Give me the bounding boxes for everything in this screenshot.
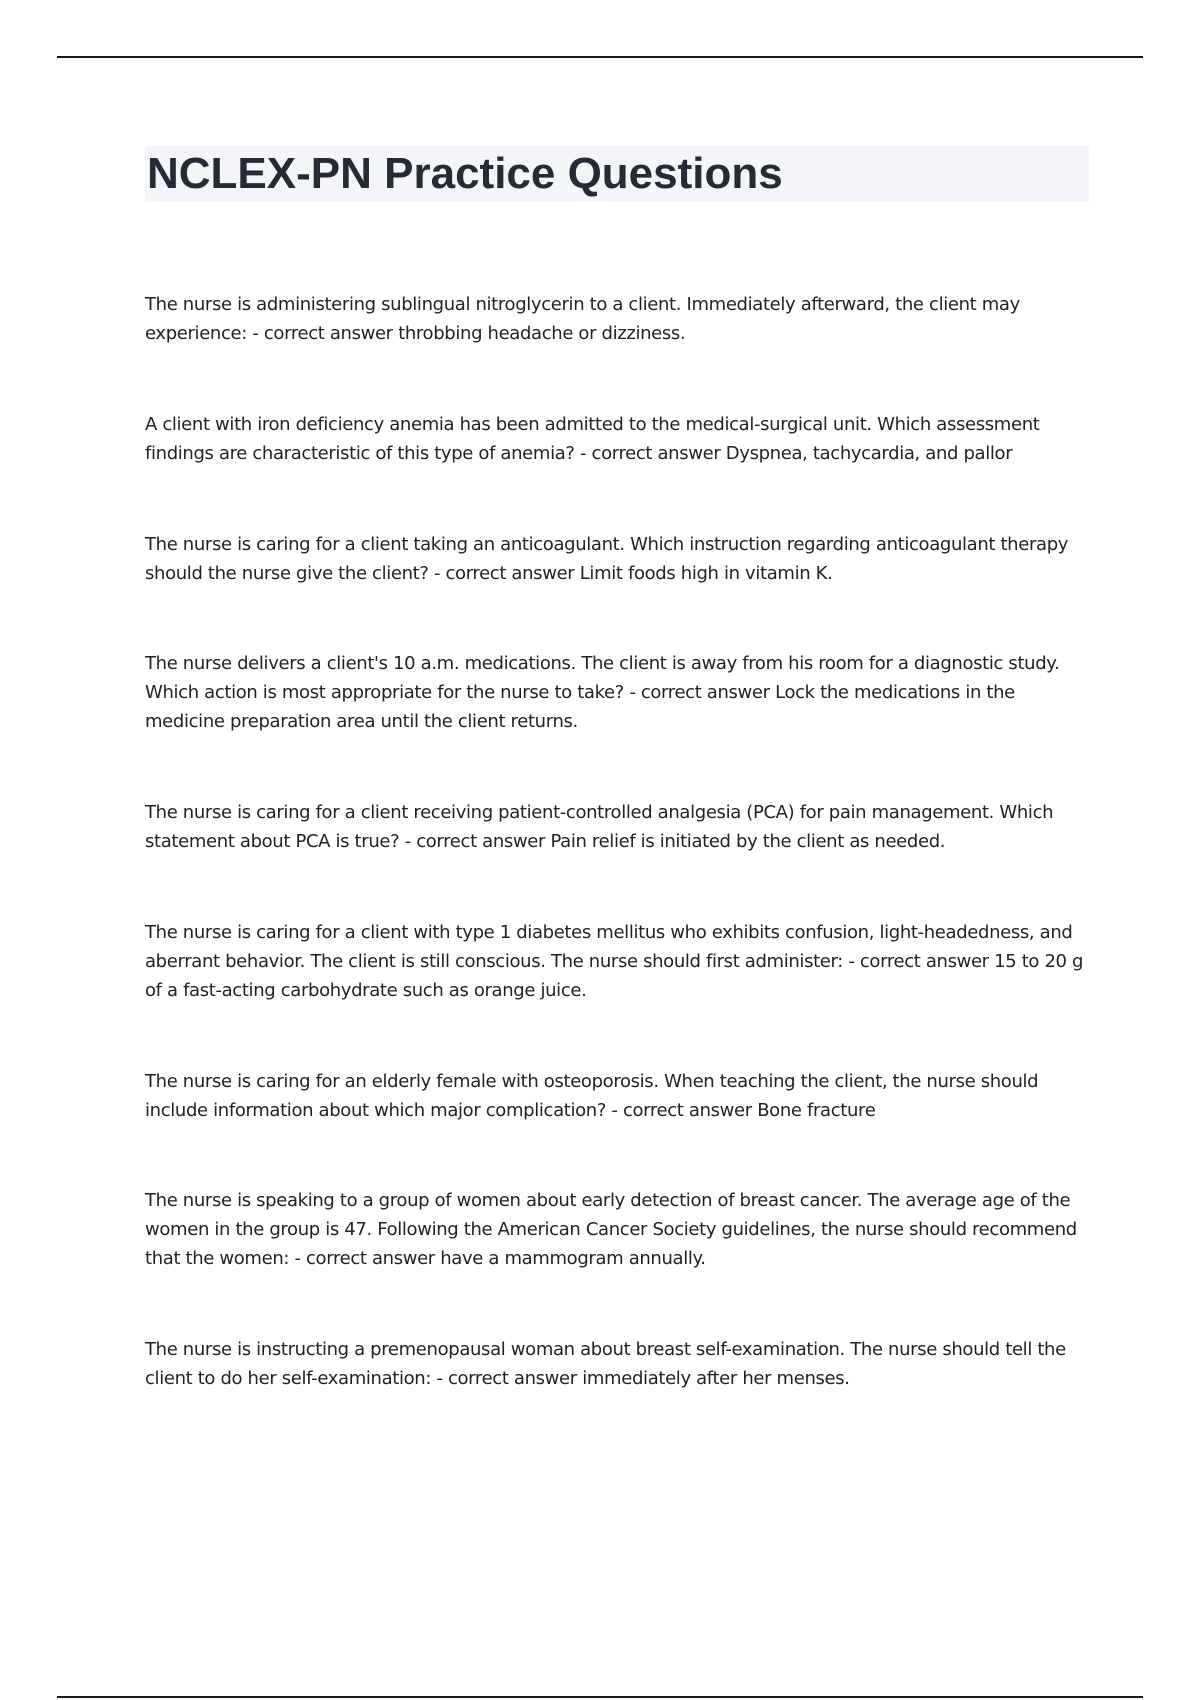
- question-text: The nurse is caring for a client receiving patient-controlled analgesia (PCA) for pain management. Which statement about PCA is true?: [145, 802, 1054, 852]
- question-text: The nurse is caring for a client taking an anticoagulant. Which instruction regarding anticoagulant therapy should the nurse give the client?: [145, 534, 1069, 584]
- answer-prefix: - correct answer: [611, 1100, 752, 1121]
- answer-text: Pain relief is initiated by the client as needed.: [550, 831, 946, 852]
- answer-text: Limit foods high in vitamin K.: [579, 563, 833, 584]
- question-item: [145, 649, 1095, 736]
- question-text: The nurse is administering sublingual nitroglycerin to a client. Immediately afterward, the client may experience:: [145, 294, 1020, 344]
- answer-text: throbbing headache or dizziness.: [398, 323, 686, 344]
- question-text: A client with iron deficiency anemia has been admitted to the medical-surgical unit. Which assessment findings are characteristic of this type of anemia?: [145, 414, 1040, 464]
- answer-text: immediately after her menses.: [582, 1368, 850, 1389]
- bottom-rule: [57, 1696, 1143, 1698]
- answer-prefix: - correct answer: [580, 443, 721, 464]
- answer-prefix: - correct answer: [629, 682, 770, 703]
- top-rule: [57, 56, 1143, 58]
- question-item: [145, 1186, 1095, 1273]
- answer-text: Bone fracture: [757, 1100, 876, 1121]
- answer-prefix: - correct answer: [436, 1368, 577, 1389]
- answer-text: Lock the medications in the medicine preparation area until the client returns.: [145, 682, 1015, 732]
- question-text: The nurse delivers a client's 10 a.m. medications. The client is away from his room for a diagnostic study. Which action is most appropriate for the nurse to take?: [145, 653, 1060, 703]
- question-item: [145, 1067, 1095, 1125]
- answer-prefix: - correct answer: [848, 951, 989, 972]
- question-item: [145, 410, 1095, 468]
- question-text: The nurse is instructing a premenopausal woman about breast self-examination. The nurse should tell the client to do her self-examination:: [145, 1339, 1066, 1389]
- question-item: [145, 798, 1095, 856]
- question-item: [145, 530, 1095, 588]
- question-text: The nurse is speaking to a group of women about early detection of breast cancer. The average age of the women in the group is 47. Following the American Cancer Society guidelines, the nurse should recommend that the women:: [145, 1190, 1077, 1269]
- question-item: [145, 1335, 1095, 1393]
- question-text: The nurse is caring for an elderly female with osteoporosis. When teaching the client, the nurse should include information about which major complication?: [145, 1071, 1039, 1121]
- answer-prefix: - correct answer: [404, 831, 546, 852]
- answer-text: Dyspnea, tachycardia, and pallor: [725, 443, 1013, 464]
- answer-prefix: - correct answer: [252, 323, 393, 344]
- question-text: The nurse is caring for a client with type 1 diabetes mellitus who exhibits confusion, light-headedness, and aberrant behavior. The client is still conscious. The nurse should first administer:: [145, 922, 1073, 972]
- answer-prefix: - correct answer: [294, 1248, 435, 1269]
- answer-text: have a mammogram annually.: [440, 1248, 706, 1269]
- answer-prefix: - correct answer: [433, 563, 575, 584]
- question-item: [145, 290, 1095, 348]
- page-title: NCLEX-PN Practice Questions: [147, 149, 783, 198]
- question-item: [145, 918, 1095, 1005]
- answer-text: 15 to 20 g of a fast-acting carbohydrate such as orange juice.: [145, 951, 1084, 1001]
